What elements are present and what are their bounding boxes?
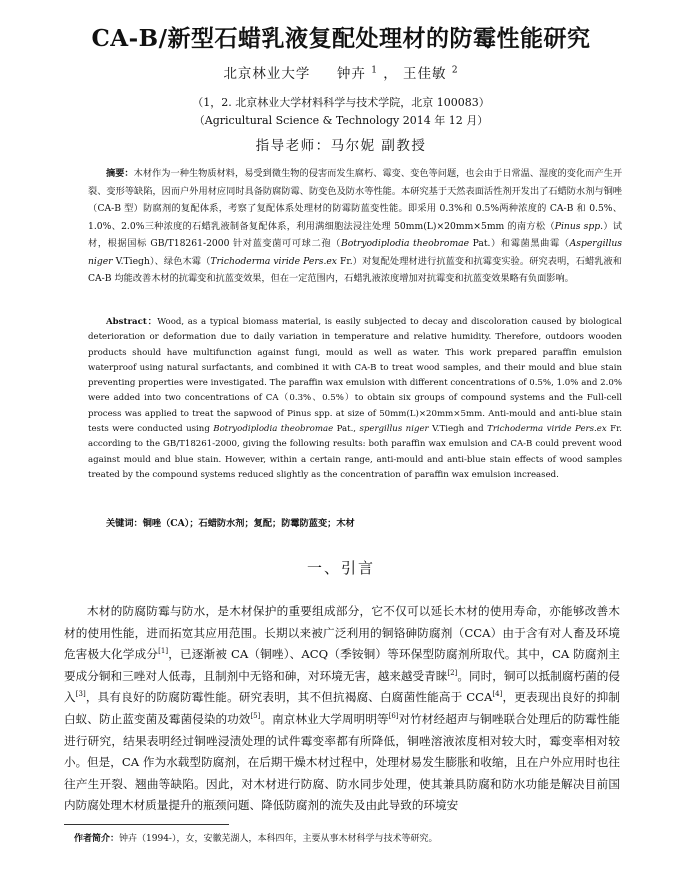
abstract-cn-text-5: Fr.）对复配处理材进行抗蓝变和抗霉变实验。研究表明，石蜡乳液和 CA-B 均能改善木材的抗霉变和抗蓝变效果，但在一定范围内，石蜡乳液浓度增加对抗霉变和抗蓝变效果略有负面影响。 bbox=[88, 255, 622, 284]
fungus-name-en-2: spergillus niger bbox=[359, 424, 429, 435]
citation-3: [3] bbox=[75, 690, 86, 699]
author-line bbox=[0, 62, 682, 82]
source-line: （Agricultural Science & Technology 2014 年 12 月） bbox=[193, 114, 489, 127]
footnote-text: 钟卉（1994-），女，安徽芜湖人，本科四年，主要从事木材科学与技术等研究。 bbox=[119, 834, 438, 844]
keywords-text: 铜唑（CA）；石蜡防水剂；复配；防霉防蓝变；木材 bbox=[142, 518, 355, 529]
paragraph-1-text-6: 。南京林业大学周明明等 bbox=[260, 711, 389, 726]
fungus-name-1: Botryodiplodia theobromae bbox=[340, 238, 470, 249]
abstract-cn-text-2: ）试材，根据国标 GB/T18261-2000 针对蓝变菌可可球二孢（ bbox=[88, 220, 623, 249]
advisor-line: 指导老师：马尔妮 副教授 bbox=[255, 138, 427, 154]
author-2: 王佳敏 bbox=[403, 66, 447, 82]
citation-6: [6] bbox=[388, 712, 399, 721]
footnote-label: 作者简介： bbox=[74, 834, 120, 844]
abstract-cn-text-4: V.Tiegh）、绿色木霉（ bbox=[112, 255, 211, 267]
affiliation-line: （1，2. 北京林业大学材料科学与技术学院，北京 100083） bbox=[192, 96, 490, 109]
fungus-name-3: Trichoderma viride Pers.ex bbox=[210, 255, 337, 267]
author-affiliation: 北京林业大学 bbox=[223, 66, 311, 82]
abstract-en-text: Wood, as a typical biomass material, is easily subjected to decay and discoloration caused by biological deterioration or deformation due to daily variation in temperature and relative humidity. Therefore, outdoors wooden products should have multifunction against fungi, mould as well as water. This work prepared paraffin emulsion waterproof using natural surfactants, and combined it with CA-B to treat wood samples, and their mould and blue stain preventing properties were investigated. The paraffin wax emulsion with different concentrations of 0.5%, 1.0% and 2.0% were added into two concentrations of CA（0.3%、0.5%）to obtain six groups of compound systems and the Full-cell process was applied to treat the sapwood of Pinus spp. at size of 50mm(L)×20mm×5mm. Anti-mould and anti-blue stain tests were conducted using bbox=[88, 317, 622, 435]
paragraph-1-text-7: 对竹材经超声与铜唑联合处理后的防霉性能进行研究，结果表明经过铜唑浸渍处理的试件霉变率都有所降低，铜唑溶液浓度相对较大时，霉变率相对较小。 bbox=[64, 711, 620, 770]
paper-title: CA-B/新型石蜡乳液复配处理材的防霉性能研究 bbox=[91, 25, 591, 52]
paragraph-1-text-3: 。同时，铜可以抵制腐朽菌的侵入 bbox=[64, 668, 620, 705]
keywords-label: 关键词： bbox=[106, 518, 143, 529]
paragraph-2: 但是，CA 作为水载型防腐剂，在后期干燥木材过程中，处理材易发生膨胀和收缩，且在户外应用时也往往产生开裂、翘曲等缺陷。因此，对木材进行防腐、防水同步处理，使其兼具防腐和防水功能是解决目前国内防腐处理木材质量提升的瓶颈问题、降低防腐剂的流失及由此导致的环境安 bbox=[64, 755, 620, 813]
citation-2: [2] bbox=[447, 668, 458, 677]
author-footnote bbox=[74, 831, 614, 844]
section-heading-introduction: 一、引言 bbox=[306, 559, 375, 577]
citation-5: [5] bbox=[250, 712, 261, 721]
author-separator: ， bbox=[383, 66, 398, 82]
paragraph-1-text-4: ，具有良好的防腐防霉性能。研究表明，其不但抗褐腐、白腐菌性能高于 CCA bbox=[85, 690, 493, 705]
abstract-cn-text-3: Pat.）和霉菌黑曲霉（ bbox=[469, 238, 570, 249]
citation-1: [1] bbox=[158, 647, 169, 656]
abstract-en-text-3: V.Tiegh and bbox=[428, 424, 488, 435]
abstract-cn-label: 摘要： bbox=[106, 168, 134, 179]
paragraph-1-text-2: ，已逐渐被 CA（铜唑）、ACQ（季铵铜）等环保型防腐剂所取代。其中，CA 防腐剂主要成分铜和三唑对人低毒，且制剂中无铬和砷，对环境无害，越来越受青睐 bbox=[64, 647, 620, 683]
abstract-english bbox=[88, 315, 622, 483]
author-1: 钟卉 bbox=[336, 66, 366, 82]
fungus-name-2: Aspergillus niger bbox=[88, 238, 623, 267]
keywords bbox=[88, 515, 622, 529]
abstract-cn-text: 木材作为一种生物质材料，易受到微生物的侵害而发生腐朽、霉变、变色等问题，也会由于日常温、湿度的变化而产生开裂、变形等缺陷，因而户外用材应同时具备防腐防霉、防变色及防水等性能。本研究基于天然表面活性剂开发出了石蜡防水剂与铜唑（CA-B 型）防腐剂的复配体系，考察了复配体系处理材的防霉防蓝变性能。即采用 0.3%和 0.5%两种浓度的 CA-B 和 0.5%、1.0%、2.0%三种浓度的石蜡乳液制备复配体系，利用满细胞法浸注处理 50mm(L)×20mm×5mm 的南方松（ bbox=[88, 168, 623, 232]
paragraph-1-text-5: ，更表现出良好的抑制白蚁、防止蓝变菌及霉菌侵染的功效 bbox=[64, 690, 620, 726]
paragraph-1 bbox=[64, 601, 620, 774]
abstract-en-text-4: Fr. according to the GB/T18261-2000, giving the following results: both paraffin wax emulsion and CA-B could prevent wood against mould and blue stain. However, within a certain range, anti-mould and anti-blue stain effects of wood samples treated by the compound systems reduced slightly as the concentration of paraffin wax emulsion increased. bbox=[88, 424, 622, 480]
footnote-divider bbox=[64, 824, 229, 825]
abstract-en-label: Abstract： bbox=[106, 317, 158, 327]
paragraph-1-text: 木材的防腐防霉与防水，是木材保护的重要组成部分，它不仅可以延长木材的使用寿命，亦能够改善木材的使用性能，进而拓宽其应用范围。长期以来被广泛利用的铜铬砷防腐剂（CCA）由于含有对人畜及环境危害极大化学成分 bbox=[64, 604, 620, 662]
fungus-name-en-3: Trichoderma viride Pers.ex bbox=[487, 424, 607, 435]
fungus-name-en-1: Botryodiplodia theobromae bbox=[213, 424, 334, 435]
author-2-mark: 2 bbox=[451, 65, 459, 76]
body-paragraph-1 bbox=[64, 601, 620, 774]
species-name: Pinus spp. bbox=[554, 220, 604, 232]
abstract-chinese bbox=[88, 165, 622, 288]
citation-4: [4] bbox=[492, 690, 503, 699]
author-1-mark: 1 bbox=[371, 65, 378, 76]
abstract-en-text-2: Pat., bbox=[333, 424, 360, 435]
body-paragraph-2 bbox=[64, 752, 620, 817]
